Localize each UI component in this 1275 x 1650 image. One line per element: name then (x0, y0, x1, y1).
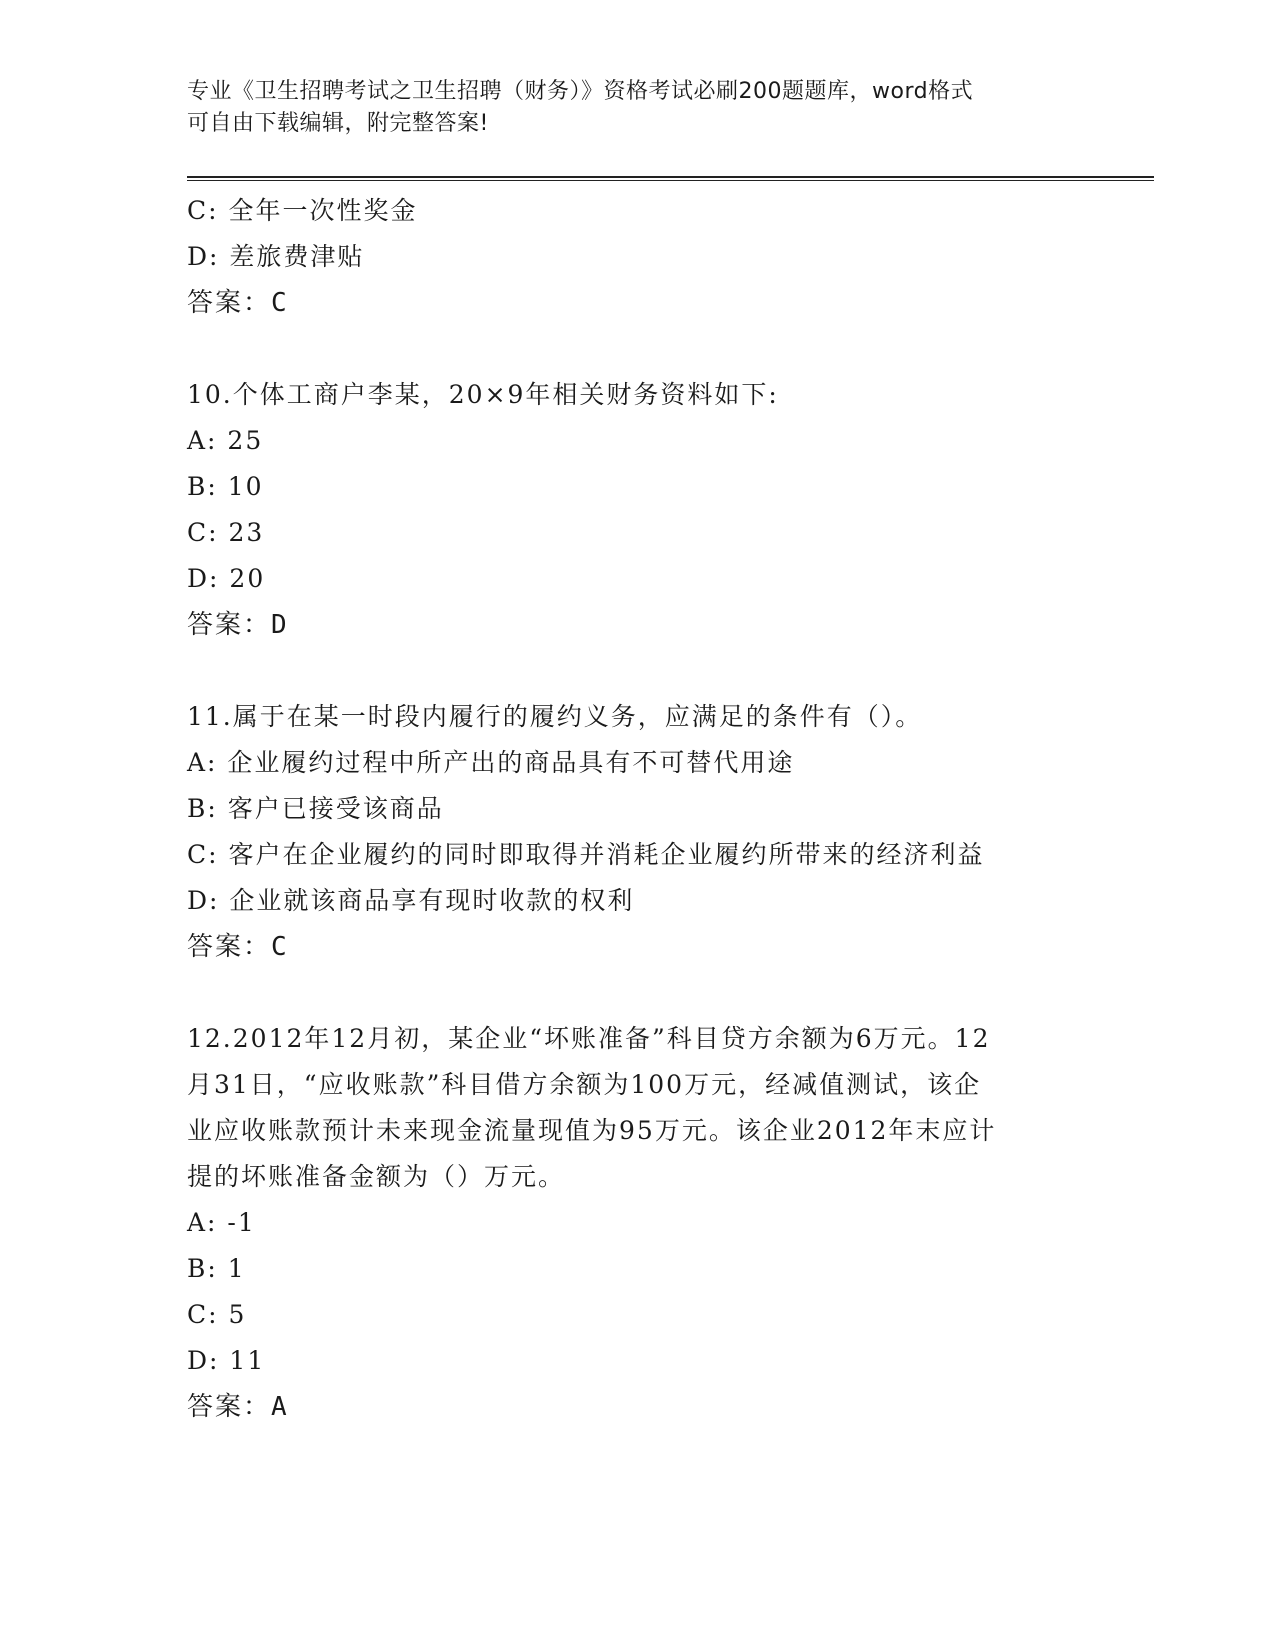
answer-line (187, 924, 1087, 970)
option-d: D: 20 (187, 564, 266, 593)
question-12 (187, 1016, 1087, 1430)
option-b: B: 10 (187, 472, 264, 501)
option-b: B: 客户已接受该商品 (187, 794, 444, 823)
option-a: A: 25 (187, 426, 264, 455)
answer-line (187, 602, 1087, 648)
answer-value: A (271, 1392, 289, 1422)
answer-line (187, 1384, 1087, 1430)
option-d: D: 11 (187, 1346, 266, 1375)
header-divider (187, 176, 1154, 181)
answer-value: C (271, 288, 289, 318)
answer-label: 答案： (187, 1392, 272, 1422)
option-d: D: 差旅费津贴 (187, 242, 365, 271)
document-header (187, 76, 1067, 140)
option-a: A: 企业履约过程中所产出的商品具有不可替代用途 (187, 748, 795, 777)
question-stem-line-4: 提的坏账准备金额为（）万元。 (187, 1162, 566, 1191)
question-10 (187, 372, 1087, 648)
question-stem: 11.属于在某一时段内履行的履约义务，应满足的条件有（）。 (187, 702, 923, 731)
header-line-2: 可自由下载编辑，附完整答案! (187, 111, 489, 136)
option-c: C: 客户在企业履约的同时即取得并消耗企业履约所带来的经济利益 (187, 840, 985, 869)
question-stem-line-3: 业应收账款预计未来现金流量现值为95万元。该企业2012年末应计 (187, 1116, 997, 1145)
option-b: B: 1 (187, 1254, 246, 1283)
option-a: A: -1 (187, 1208, 256, 1237)
option-c: C: 23 (187, 518, 265, 547)
question-list (187, 188, 1087, 1430)
answer-value: C (271, 932, 289, 962)
question-9-tail (187, 188, 1087, 326)
question-stem-line-1: 12.2012年12月初，某企业“坏账准备”科目贷方余额为6万元。12 (187, 1024, 991, 1053)
header-line-1: 专业《卫生招聘考试之卫生招聘（财务）》资格考试必刷200题题库，word格式 (187, 79, 974, 104)
answer-label: 答案： (187, 932, 272, 962)
option-c: C: 5 (187, 1300, 247, 1329)
question-stem: 10.个体工商户李某，20×9年相关财务资料如下: (187, 380, 779, 409)
question-stem-line-2: 月31日，“应收账款”科目借方余额为100万元，经减值测试，该企 (187, 1070, 982, 1099)
answer-value: D (271, 610, 289, 640)
answer-label: 答案： (187, 610, 272, 640)
answer-label: 答案： (187, 288, 272, 318)
answer-line (187, 280, 1087, 326)
option-c: C: 全年一次性奖金 (187, 196, 418, 225)
question-11 (187, 694, 1087, 970)
option-d: D: 企业就该商品享有现时收款的权利 (187, 886, 635, 915)
